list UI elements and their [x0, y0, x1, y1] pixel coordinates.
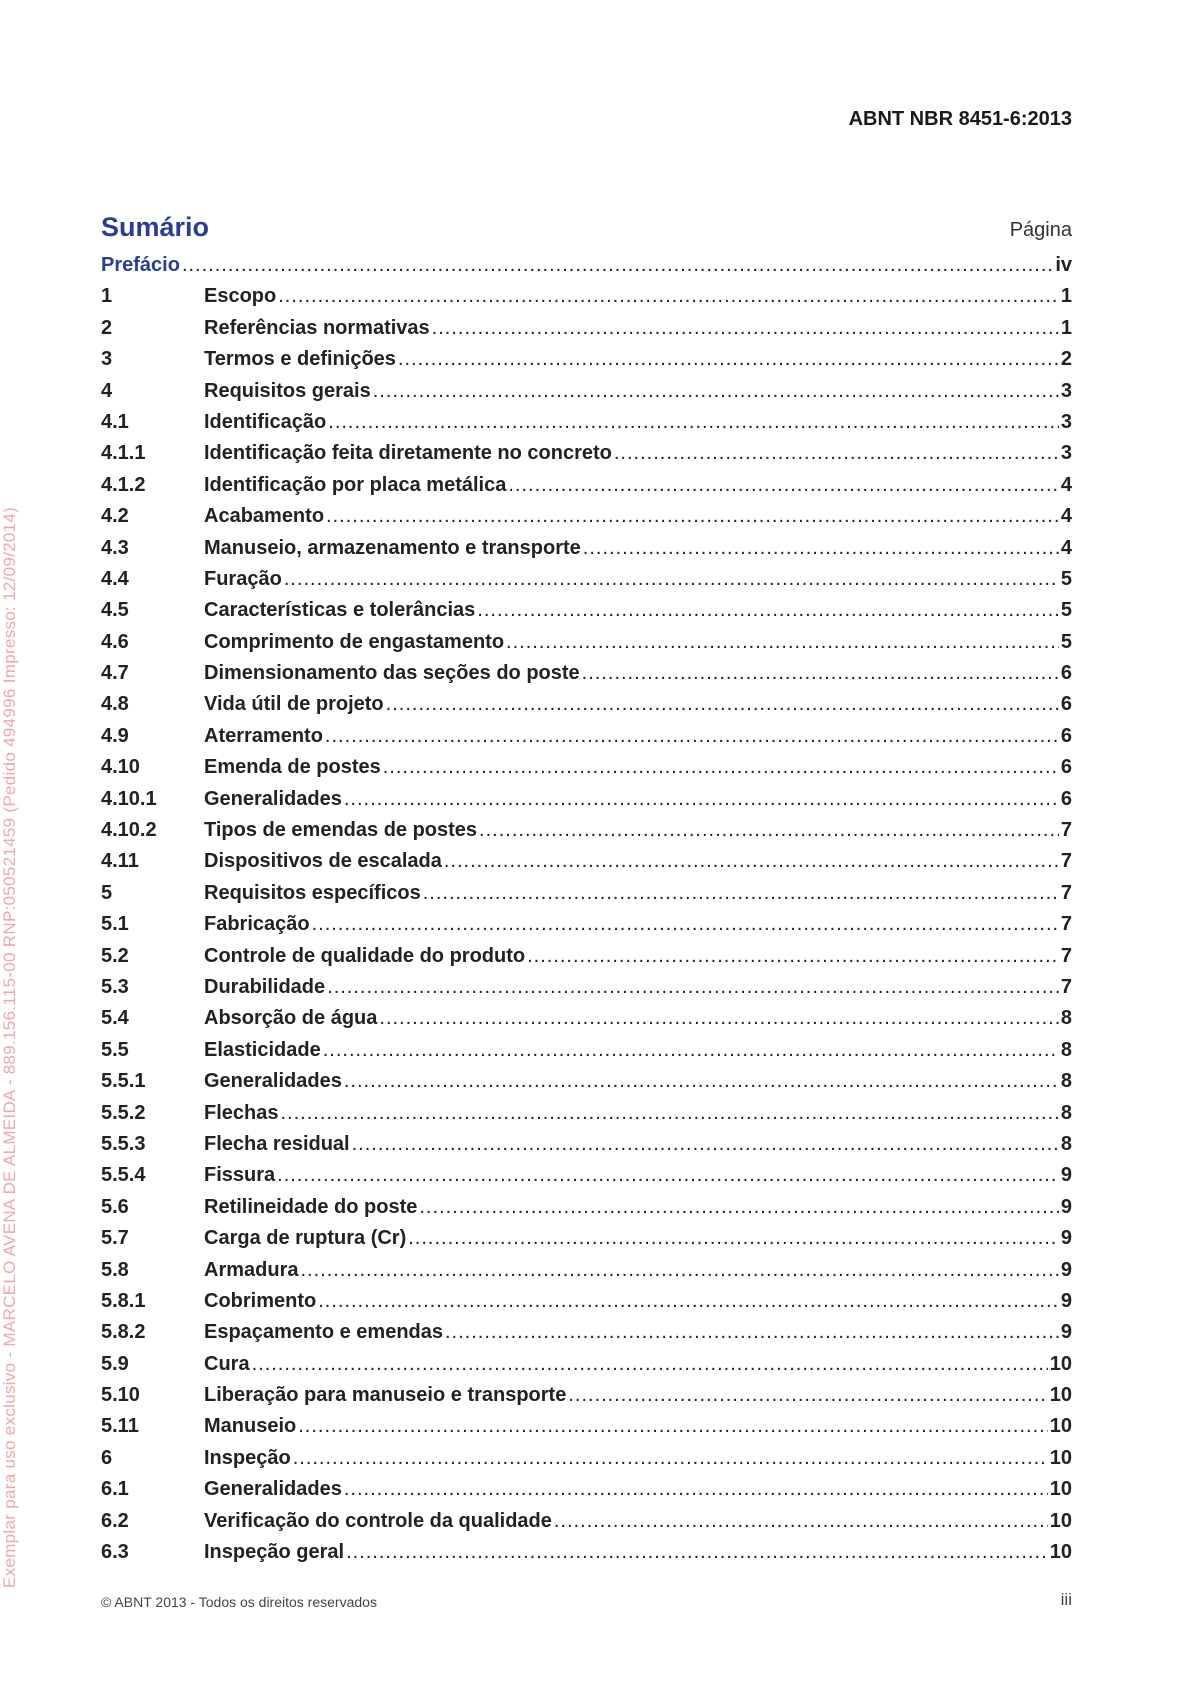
toc-entry-label: Identificação por placa metálica — [204, 473, 507, 496]
toc-entry-number: 5 — [101, 881, 113, 904]
toc-entry-number: 4 — [101, 379, 113, 402]
toc-leader-dots — [386, 689, 1059, 720]
toc-entry-label: Escopo — [204, 285, 277, 308]
toc-entry[interactable] — [101, 972, 1072, 1003]
toc-entry-label: Manuseio — [204, 1415, 297, 1438]
toc-entry[interactable] — [101, 250, 1072, 281]
toc-entry-number: 5.3 — [101, 975, 129, 998]
toc-entry-page: 6 — [1060, 756, 1072, 779]
toc-entry[interactable] — [101, 344, 1072, 375]
toc-leader-dots — [527, 941, 1059, 972]
toc-leader-dots — [379, 1003, 1058, 1034]
toc-entry-label: Manuseio, armazenamento e transporte — [204, 536, 581, 559]
toc-entry[interactable] — [101, 595, 1072, 626]
toc-entry[interactable] — [101, 1003, 1072, 1034]
toc-entry[interactable] — [101, 752, 1072, 783]
toc-entry[interactable] — [101, 1098, 1072, 1129]
toc-entry-page: 8 — [1060, 1070, 1072, 1093]
toc-entry-number: 6.1 — [101, 1478, 129, 1501]
toc-entry-page: 3 — [1060, 379, 1072, 402]
toc-entry-label: Cobrimento — [204, 1289, 317, 1312]
footer-page-number: iii — [1060, 1590, 1072, 1609]
toc-entry-number: 5.5.2 — [101, 1101, 146, 1124]
toc-leader-dots — [323, 1035, 1059, 1066]
side-watermark: Exemplar para uso exclusivo - MARCELO AVENA DE ALMEIDA - 889.156.115-00 RNP:050521459 (Pedido 494996 Impresso: 12/09/2014) — [0, 506, 19, 1588]
toc-entry-number: 4.8 — [101, 693, 129, 716]
toc-entry-label: Aterramento — [204, 724, 323, 747]
toc-leader-dots — [293, 1443, 1048, 1474]
toc-leader-dots — [568, 1380, 1047, 1411]
toc-entry-number: 4.2 — [101, 505, 129, 528]
toc-leader-dots — [373, 376, 1059, 407]
toc-entry-label: Identificação feita diretamente no concreto — [204, 442, 612, 465]
toc-leader-dots — [477, 595, 1059, 626]
toc-entry[interactable] — [101, 1411, 1072, 1442]
toc-entry-label: Absorção de água — [204, 1007, 378, 1030]
toc-leader-dots — [506, 627, 1059, 658]
toc-entry-page: iv — [1055, 254, 1072, 276]
toc-entry-page: 10 — [1049, 1446, 1072, 1469]
toc-entry-page: 8 — [1060, 1007, 1072, 1030]
toc-entry[interactable] — [101, 1192, 1072, 1223]
toc-entry-label: Dimensionamento das seções do poste — [204, 662, 580, 685]
toc-entry[interactable] — [101, 438, 1072, 469]
toc-entry[interactable] — [101, 1443, 1072, 1474]
toc-entry-page: 10 — [1049, 1384, 1072, 1407]
toc-entry[interactable] — [101, 376, 1072, 407]
toc-entry-page: 10 — [1049, 1478, 1072, 1501]
toc-leader-dots — [344, 1066, 1059, 1097]
toc-entry-page: 7 — [1060, 944, 1072, 967]
toc-leader-dots — [252, 1349, 1048, 1380]
toc-entry-page: 9 — [1060, 1321, 1072, 1344]
toc-leader-dots — [479, 815, 1059, 846]
toc-entry-label: Verificação do controle da qualidade — [204, 1509, 552, 1532]
toc-leader-dots — [328, 407, 1059, 438]
toc-leader-dots — [325, 721, 1059, 752]
toc-entry[interactable] — [101, 909, 1072, 940]
toc-leader-dots — [284, 564, 1059, 595]
toc-entry-page: 5 — [1060, 630, 1072, 653]
toc-entry-page: 7 — [1060, 913, 1072, 936]
toc-entry-page: 4 — [1060, 505, 1072, 528]
toc-entry-page: 1 — [1060, 285, 1072, 308]
toc-entry-label: Flechas — [204, 1101, 279, 1124]
toc-entry-label: Fabricação — [204, 913, 310, 936]
toc-entry-page: 8 — [1060, 1101, 1072, 1124]
toc-entry-page: 10 — [1049, 1541, 1072, 1564]
toc-entry-label: Dispositivos de escalada — [204, 850, 442, 873]
toc-entry-number: 2 — [101, 316, 113, 339]
toc-entry-page: 9 — [1060, 1258, 1072, 1281]
toc-entry-label: Elasticidade — [204, 1038, 321, 1061]
toc-entry[interactable] — [101, 407, 1072, 438]
toc-leader-dots — [280, 1098, 1058, 1129]
toc-entry[interactable] — [101, 658, 1072, 689]
toc-entry-label: Requisitos gerais — [204, 379, 371, 402]
toc-entry-number: 4.7 — [101, 662, 129, 685]
toc-entry-number: 5.5.4 — [101, 1164, 146, 1187]
toc-entry-number: 4.4 — [101, 567, 129, 590]
toc-entry-page: 3 — [1060, 442, 1072, 465]
toc-leader-dots — [614, 438, 1059, 469]
toc-entry-label: Cura — [204, 1352, 250, 1375]
toc-entry-number: 5.2 — [101, 944, 129, 967]
toc-entry-label: Emenda de postes — [204, 756, 381, 779]
toc-entry-page: 5 — [1060, 567, 1072, 590]
toc-entry-page: 10 — [1049, 1509, 1072, 1532]
toc-entry-page: 9 — [1060, 1227, 1072, 1250]
toc-entry-page: 9 — [1060, 1164, 1072, 1187]
toc-leader-dots — [554, 1506, 1048, 1537]
toc-entry-label: Generalidades — [204, 787, 342, 810]
toc-entry[interactable] — [101, 878, 1072, 909]
toc-entry-page: 10 — [1049, 1415, 1072, 1438]
toc-entry-label: Retilineidade do poste — [204, 1195, 418, 1218]
toc-leader-dots — [346, 1537, 1048, 1568]
toc-entry-number: 5.8.1 — [101, 1289, 146, 1312]
toc-entry[interactable] — [101, 1160, 1072, 1191]
toc-entry[interactable] — [101, 501, 1072, 532]
toc-leader-dots — [398, 344, 1059, 375]
toc-entry-label: Carga de ruptura (Cr) — [204, 1227, 407, 1250]
toc-entry[interactable] — [101, 1349, 1072, 1380]
toc-leader-dots — [432, 313, 1059, 344]
toc-entry[interactable] — [101, 1286, 1072, 1317]
toc-entry-number: 5.8.2 — [101, 1321, 146, 1344]
toc-entry-label: Inspeção — [204, 1446, 291, 1469]
toc-entry-number: 5.9 — [101, 1352, 129, 1375]
toc-entry-page: 1 — [1060, 316, 1072, 339]
toc-leader-dots — [312, 909, 1059, 940]
toc-entry-number: 5.8 — [101, 1258, 129, 1281]
toc-entry-number: 5.7 — [101, 1227, 129, 1250]
toc-entry-label: Acabamento — [204, 505, 325, 528]
toc-entry-page: 7 — [1060, 881, 1072, 904]
toc-entry-label: Controle de qualidade do produto — [204, 944, 526, 967]
toc-entry[interactable] — [101, 1380, 1072, 1411]
toc-leader-dots — [423, 878, 1059, 909]
toc-entry-number: 4.10.1 — [101, 787, 157, 810]
toc-leader-dots — [318, 1286, 1059, 1317]
toc-entry-number: 6.2 — [101, 1509, 129, 1532]
toc-list — [101, 250, 1072, 1568]
toc-entry-page: 6 — [1060, 787, 1072, 810]
toc-entry[interactable] — [101, 627, 1072, 658]
toc-leader-dots — [582, 658, 1059, 689]
toc-leader-dots — [344, 1474, 1048, 1505]
toc-leader-dots — [326, 501, 1059, 532]
toc-entry-page: 2 — [1060, 348, 1072, 371]
toc-entry-label: Flecha residual — [204, 1132, 350, 1155]
toc-entry-label: Vida útil de projeto — [204, 693, 384, 716]
toc-entry-page: 7 — [1060, 850, 1072, 873]
toc-entry[interactable] — [101, 313, 1072, 344]
toc-leader-dots — [182, 250, 1053, 281]
toc-entry[interactable] — [101, 689, 1072, 720]
toc-leader-dots — [419, 1192, 1059, 1223]
toc-entry-page: 6 — [1060, 693, 1072, 716]
toc-entry-label: Fissura — [204, 1164, 276, 1187]
toc-entry-number: 4.1.2 — [101, 473, 146, 496]
toc-entry[interactable] — [101, 721, 1072, 752]
toc-entry-label: Referências normativas — [204, 316, 430, 339]
toc-entry[interactable] — [101, 1537, 1072, 1568]
toc-entry-page: 4 — [1060, 473, 1072, 496]
toc-entry-number: 3 — [101, 348, 113, 371]
toc-entry-page: 4 — [1060, 536, 1072, 559]
toc-entry-number: 4.6 — [101, 630, 129, 653]
toc-entry[interactable] — [101, 1255, 1072, 1286]
toc-entry[interactable] — [101, 846, 1072, 877]
toc-entry-label: Furação — [204, 567, 282, 590]
toc-entry-number: 5.1 — [101, 913, 129, 936]
toc-leader-dots — [508, 470, 1059, 501]
toc-entry-page: 3 — [1060, 410, 1072, 433]
page-column-label: Página — [1009, 219, 1072, 241]
toc-entry-label: Durabilidade — [204, 975, 326, 998]
toc-entry-page: 9 — [1060, 1289, 1072, 1312]
toc-entry[interactable] — [101, 1474, 1072, 1505]
toc-entry-number: 5.5.3 — [101, 1132, 146, 1155]
toc-leader-dots — [352, 1129, 1059, 1160]
toc-entry-page: 5 — [1060, 599, 1072, 622]
toc-entry-label: Requisitos específicos — [204, 881, 421, 904]
toc-leader-dots — [583, 533, 1059, 564]
toc-leader-dots — [277, 1160, 1059, 1191]
toc-entry[interactable] — [101, 1129, 1072, 1160]
toc-entry-label: Prefácio — [101, 254, 180, 276]
toc-entry-page: 9 — [1060, 1195, 1072, 1218]
toc-leader-dots — [327, 972, 1059, 1003]
toc-entry-page: 6 — [1060, 662, 1072, 685]
toc-entry[interactable] — [101, 1035, 1072, 1066]
toc-entry-number: 4.1.1 — [101, 442, 146, 465]
toc-entry-page: 7 — [1060, 975, 1072, 998]
toc-leader-dots — [300, 1255, 1058, 1286]
toc-entry[interactable] — [101, 281, 1072, 312]
toc-entry-number: 5.10 — [101, 1384, 140, 1407]
toc-leader-dots — [444, 846, 1059, 877]
toc-leader-dots — [408, 1223, 1059, 1254]
toc-entry-label: Termos e definições — [204, 348, 396, 371]
toc-entry-label: Generalidades — [204, 1478, 342, 1501]
toc-entry-number: 5.6 — [101, 1195, 129, 1218]
toc-title: Sumário — [101, 212, 210, 242]
toc-entry-number: 4.11 — [101, 850, 139, 873]
toc-entry-label: Espaçamento e emendas — [204, 1321, 443, 1344]
toc-entry[interactable] — [101, 784, 1072, 815]
toc-entry-number: 6 — [101, 1446, 113, 1469]
toc-entry-label: Tipos de emendas de postes — [204, 819, 478, 842]
toc-entry-number: 4.5 — [101, 599, 129, 622]
toc-entry[interactable] — [101, 564, 1072, 595]
toc-entry-number: 5.4 — [101, 1007, 129, 1030]
toc-entry-number: 6.3 — [101, 1541, 129, 1564]
toc-entry-number: 5.5 — [101, 1038, 129, 1061]
toc-entry[interactable] — [101, 941, 1072, 972]
toc-entry-number: 4.10.2 — [101, 819, 157, 842]
toc-entry-number: 5.11 — [101, 1415, 139, 1438]
toc-entry-number: 1 — [101, 285, 113, 308]
toc-entry[interactable] — [101, 815, 1072, 846]
toc-entry-page: 7 — [1060, 819, 1072, 842]
toc-entry[interactable] — [101, 470, 1072, 501]
document-code: ABNT NBR 8451-6:2013 — [848, 108, 1072, 130]
toc-leader-dots — [278, 281, 1059, 312]
toc-entry-number: 5.5.1 — [101, 1070, 146, 1093]
footer-copyright: © ABNT 2013 - Todos os direitos reservados — [101, 1594, 377, 1610]
toc-entry-label: Características e tolerâncias — [204, 599, 476, 622]
toc-entry[interactable] — [101, 1317, 1072, 1348]
toc-leader-dots — [298, 1411, 1048, 1442]
toc-entry-number: 4.9 — [101, 724, 129, 747]
toc-entry-number: 4.3 — [101, 536, 129, 559]
toc-entry-label: Generalidades — [204, 1070, 342, 1093]
toc-entry-number: 4.1 — [101, 410, 129, 433]
toc-leader-dots — [445, 1317, 1059, 1348]
toc-entry-page: 8 — [1060, 1132, 1072, 1155]
toc-entry-label: Liberação para manuseio e transporte — [204, 1384, 567, 1407]
toc-entry[interactable] — [101, 533, 1072, 564]
toc-entry[interactable] — [101, 1223, 1072, 1254]
toc-entry-page: 10 — [1049, 1352, 1072, 1375]
toc-leader-dots — [383, 752, 1059, 783]
toc-entry-label: Inspeção geral — [204, 1541, 345, 1564]
toc-entry-number: 4.10 — [101, 756, 140, 779]
toc-entry[interactable] — [101, 1506, 1072, 1537]
toc-entry-page: 8 — [1060, 1038, 1072, 1061]
toc-entry[interactable] — [101, 1066, 1072, 1097]
toc-leader-dots — [344, 784, 1059, 815]
toc-header — [101, 212, 1072, 243]
toc-entry-label: Comprimento de engastamento — [204, 630, 505, 653]
toc-entry-label: Identificação — [204, 410, 327, 433]
toc-entry-label: Armadura — [204, 1258, 299, 1281]
toc-entry-page: 6 — [1060, 724, 1072, 747]
